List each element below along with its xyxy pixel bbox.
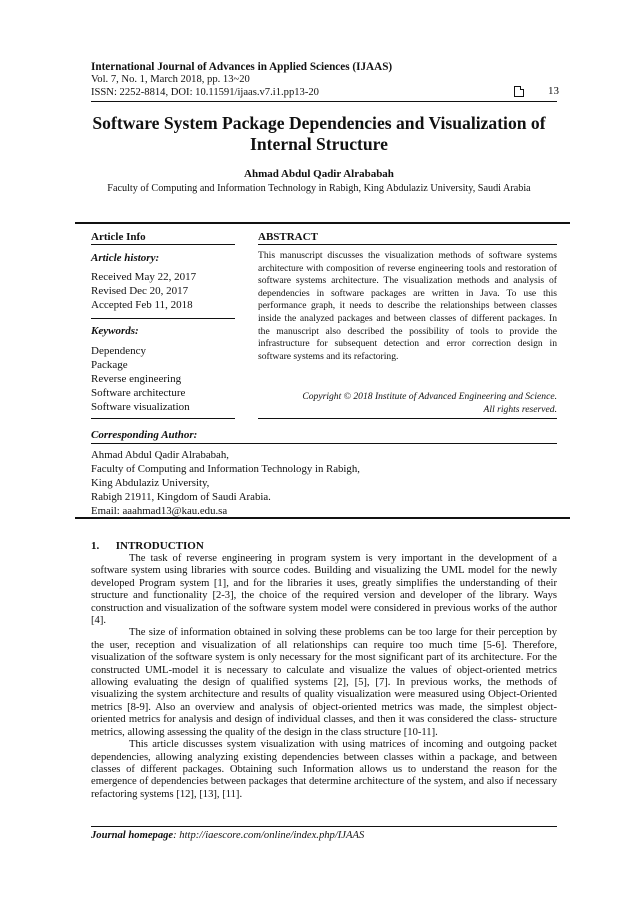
keyword: Package	[91, 359, 128, 371]
paragraph: The size of information obtained in solving these problems can be too large for their perception by the user, reception and visualization of all relationships can require too much time [5-6]. Therefore, visualization of the software system is only necessary for the most significant part of its architecture. For the constructed UML-model it is necessary to calculate and visualize the values of object-oriented metrics allowing evaluating the design of qualified systems [2], [5], [7]. In previous works, the methods of visualizing the system architecture and results of quality visualization were measured using Object-Oriented metrics [8-9]. Also an overview and analysis of object-oriented metrics was made, the simplest object-oriented metrics for analysis and design of individual classes, and then it was considered the class- structure metrics, allowing assessing the quality of the design in the class structure [10-11].	[91, 627, 557, 738]
author-name: Ahmad Abdul Qadir Alrababah	[244, 168, 394, 180]
corresponding-address: Rabigh 21911, Kingdom of Saudi Arabia.	[91, 491, 271, 503]
keyword: Software architecture	[91, 387, 186, 399]
corresponding-name: Ahmad Abdul Qadir Alrababah,	[91, 449, 229, 461]
corresponding-rule	[91, 443, 557, 444]
title-line-2: Internal Structure	[250, 134, 388, 154]
keyword: Dependency	[91, 345, 146, 357]
copyright-line-2: All rights reserved.	[483, 404, 557, 415]
paper-title	[60, 113, 578, 155]
info-bottom-rule	[75, 517, 570, 519]
copyright-notice	[258, 390, 557, 416]
abstract-heading-rule	[258, 244, 557, 245]
abstract-heading: ABSTRACT	[258, 231, 318, 243]
page-number: 13	[548, 85, 559, 97]
history-received: Received May 22, 2017	[91, 271, 197, 283]
keywords-heading: Keywords:	[91, 325, 139, 337]
history-accepted: Accepted Feb 11, 2018	[91, 299, 193, 311]
corresponding-university: King Abdulaziz University,	[91, 477, 210, 489]
issn-doi: ISSN: 2252-8814, DOI: 10.11591/ijaas.v7.i1.pp13-20	[91, 87, 319, 98]
corresponding-heading: Corresponding Author:	[91, 429, 198, 441]
keywords-rule	[91, 418, 235, 419]
document-icon	[514, 86, 524, 97]
author-affiliation: Faculty of Computing and Information Technology in Rabigh, King Abdulaziz University, Saudi Arabia	[107, 183, 531, 194]
info-top-rule	[75, 222, 570, 224]
header-rule	[91, 101, 557, 102]
journal-name: International Journal of Advances in Applied Sciences (IJAAS)	[91, 61, 393, 73]
keyword: Software visualization	[91, 401, 190, 413]
corresponding-faculty: Faculty of Computing and Information Technology in Rabigh,	[91, 463, 360, 475]
article-history-list	[91, 270, 196, 312]
footer-rule	[91, 826, 557, 827]
title-line-1: Software System Package Dependencies and Visualization of	[92, 113, 546, 133]
section-heading-introduction: 1. INTRODUCTION	[91, 540, 204, 552]
homepage-label: Journal homepage	[91, 830, 174, 841]
abstract-bottom-rule	[258, 418, 557, 419]
abstract-text: This manuscript discusses the visualization methods of software systems architecture with composition of reverse engineering tools and restoration of software systems architecture. The visualization methods and analysis of dependencies in software packages are written in Java. To use this performance graph, it needs to describe the relationships between classes inside the analyzed packages and between classes of different packages. In the manuscript also described the possibility of tools to provide the infrastructure for subsequent detection and error correction design in software systems and its refactoring.	[258, 250, 557, 362]
article-history-heading: Article history:	[91, 252, 160, 264]
copyright-line-1: Copyright © 2018 Institute of Advanced Engineering and Science.	[302, 391, 557, 402]
introduction-body	[91, 553, 557, 801]
info-heading-rule	[91, 244, 235, 245]
keywords-list	[91, 344, 190, 414]
history-revised: Revised Dec 20, 2017	[91, 285, 189, 297]
keyword: Reverse engineering	[91, 373, 182, 385]
volume-info: Vol. 7, No. 1, March 2018, pp. 13~20	[91, 74, 250, 85]
corresponding-details	[91, 448, 360, 518]
paragraph: This article discusses system visualization with using matrices of incoming and outgoing packet dependencies, allowing analyzing existing dependencies between classes within a package, and between classes of different packages. Obtaining such Information allows us to understand the reason for the emergence of dependencies between packages that determine architecture of the system, and also if necessary refactoring systems [12], [13], [11].	[91, 739, 557, 800]
corresponding-email: Email: aaahmad13@kau.edu.sa	[91, 505, 228, 517]
paragraph: The task of reverse engineering in program system is very important in the development of a software system using libraries with source codes. Building and visualizing the UML model for the newly developed Program system [1], and for the libraries it uses, greatly simplifies the understanding of their structure and functionality [2-3], the choice of the required version and developer of the library. Ways construction and visualization of the software system model were considered in previous works of the author [4].	[91, 553, 557, 627]
homepage-url[interactable]: : http://iaescore.com/online/index.php/IJAAS	[173, 830, 365, 841]
journal-homepage	[91, 830, 364, 841]
history-rule	[91, 318, 235, 319]
article-info-heading: Article Info	[91, 231, 146, 243]
